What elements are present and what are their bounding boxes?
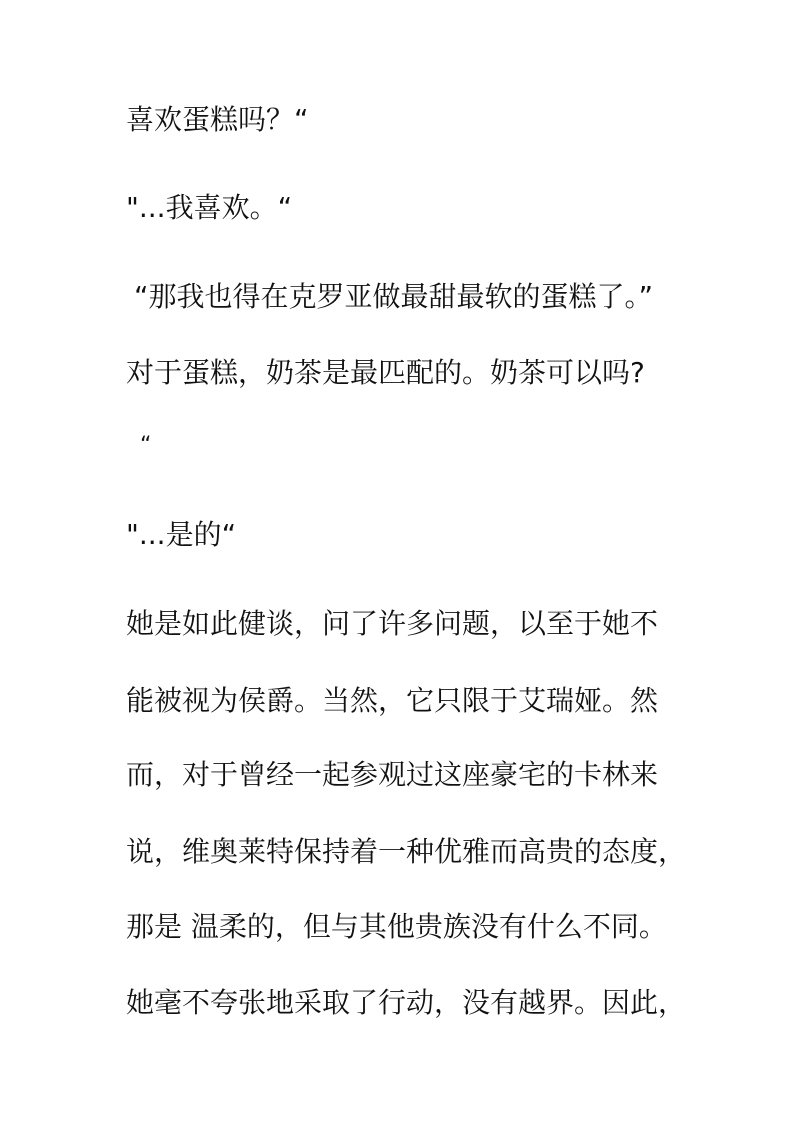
text-line: “	[140, 433, 152, 458]
text-line: 对于蛋糕，奶茶是最匹配的。奶茶可以吗?	[126, 356, 645, 389]
text-line: “那我也得在克罗亚做最甜最软的蛋糕了。”	[134, 280, 654, 313]
text-line: 而，对于曾经一起参观过这座豪宅的卡林来	[126, 758, 659, 791]
text-line: 她是如此健谈，问了许多问题，以至于她不	[126, 607, 659, 640]
text-line: 能被视为侯爵。当然，它只限于艾瑞娅。然	[126, 684, 659, 717]
text-line: "...我喜欢。“	[126, 191, 293, 224]
text-line: "...是的“	[126, 518, 237, 551]
text-line: 说，维奥莱特保持着一种优雅而高贵的态度，	[126, 835, 687, 868]
text-line: 那是 温柔的，但与其他贵族没有什么不同。	[126, 910, 667, 943]
text-line: 喜欢蛋糕吗？“	[126, 103, 309, 136]
text-line: 她毫不夸张地采取了行动，没有越界。因此，	[126, 986, 687, 1019]
